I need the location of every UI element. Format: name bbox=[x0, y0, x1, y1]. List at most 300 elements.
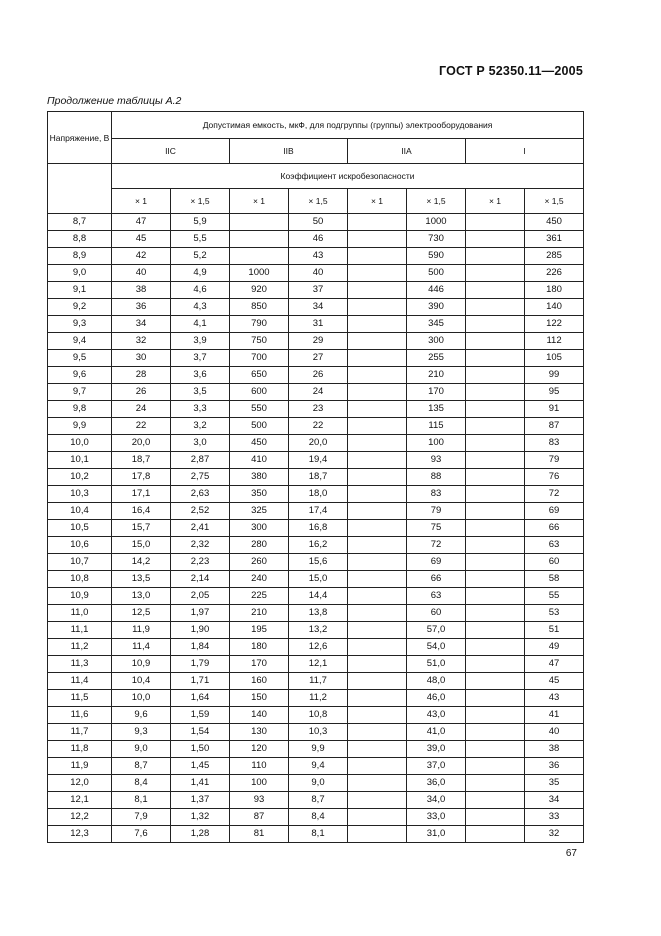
capacitance-cell bbox=[466, 265, 525, 282]
capacitance-cell: 5,2 bbox=[171, 248, 230, 265]
capacitance-cell bbox=[466, 299, 525, 316]
capacitance-cell: 4,3 bbox=[171, 299, 230, 316]
capacitance-cell: 32 bbox=[112, 333, 171, 350]
capacitance-cell bbox=[348, 622, 407, 639]
table-row bbox=[48, 622, 584, 639]
capacitance-cell: 83 bbox=[525, 435, 584, 452]
capacitance-cell: 550 bbox=[230, 401, 289, 418]
capacitance-cell: 325 bbox=[230, 503, 289, 520]
table-row bbox=[48, 214, 584, 231]
capacitance-cell: 280 bbox=[230, 537, 289, 554]
table-row bbox=[48, 333, 584, 350]
voltage-cell: 9,1 bbox=[48, 282, 112, 299]
voltage-cell: 11,5 bbox=[48, 690, 112, 707]
capacitance-cell: 1,71 bbox=[171, 673, 230, 690]
capacitance-cell: 1,32 bbox=[171, 809, 230, 826]
capacitance-cell: 300 bbox=[407, 333, 466, 350]
capacitance-cell: 110 bbox=[230, 758, 289, 775]
voltage-header: Напряжение, В bbox=[48, 112, 112, 164]
table-row bbox=[48, 469, 584, 486]
capacitance-cell: 10,4 bbox=[112, 673, 171, 690]
capacitance-cell bbox=[348, 758, 407, 775]
capacitance-cell: 450 bbox=[525, 214, 584, 231]
capacitance-cell: 255 bbox=[407, 350, 466, 367]
voltage-cell: 10,1 bbox=[48, 452, 112, 469]
capacitance-cell: 8,4 bbox=[112, 775, 171, 792]
capacitance-cell: 46,0 bbox=[407, 690, 466, 707]
capacitance-cell: 46 bbox=[289, 231, 348, 248]
standard-code: ГОСТ Р 52350.11—2005 bbox=[438, 64, 583, 78]
capacitance-cell: 17,4 bbox=[289, 503, 348, 520]
capacitance-cell: 500 bbox=[230, 418, 289, 435]
capacitance-cell bbox=[466, 282, 525, 299]
capacitance-cell: 63 bbox=[407, 588, 466, 605]
capacitance-cell bbox=[466, 231, 525, 248]
voltage-cell: 11,4 bbox=[48, 673, 112, 690]
capacitance-cell: 60 bbox=[407, 605, 466, 622]
capacitance-cell: 1000 bbox=[230, 265, 289, 282]
capacitance-cell: 20,0 bbox=[112, 435, 171, 452]
capacitance-cell: 79 bbox=[525, 452, 584, 469]
voltage-cell: 11,9 bbox=[48, 758, 112, 775]
capacitance-cell: 700 bbox=[230, 350, 289, 367]
factor-header: × 1,5 bbox=[407, 189, 466, 214]
capacitance-cell: 22 bbox=[289, 418, 348, 435]
voltage-cell: 9,9 bbox=[48, 418, 112, 435]
capacitance-cell bbox=[348, 792, 407, 809]
table-row bbox=[48, 605, 584, 622]
capacitance-cell: 18,7 bbox=[289, 469, 348, 486]
table-row bbox=[48, 503, 584, 520]
capacitance-cell bbox=[466, 588, 525, 605]
table-row bbox=[48, 639, 584, 656]
table-row bbox=[48, 435, 584, 452]
capacitance-cell: 79 bbox=[407, 503, 466, 520]
capacitance-cell: 34 bbox=[525, 792, 584, 809]
capacitance-cell: 40 bbox=[525, 724, 584, 741]
capacitance-cell: 226 bbox=[525, 265, 584, 282]
capacitance-cell: 7,6 bbox=[112, 826, 171, 843]
capacitance-cell: 2,63 bbox=[171, 486, 230, 503]
table-row bbox=[48, 282, 584, 299]
capacitance-cell: 43 bbox=[289, 248, 348, 265]
capacitance-cell: 60 bbox=[525, 554, 584, 571]
capacitance-cell bbox=[348, 826, 407, 843]
capacitance-cell: 47 bbox=[112, 214, 171, 231]
capacitance-cell bbox=[348, 299, 407, 316]
capacitance-cell bbox=[348, 316, 407, 333]
capacitance-cell: 1,41 bbox=[171, 775, 230, 792]
capacitance-cell: 920 bbox=[230, 282, 289, 299]
capacitance-cell: 13,5 bbox=[112, 571, 171, 588]
capacitance-cell: 3,0 bbox=[171, 435, 230, 452]
table-row bbox=[48, 452, 584, 469]
capacitance-cell: 240 bbox=[230, 571, 289, 588]
voltage-cell: 10,3 bbox=[48, 486, 112, 503]
table-row bbox=[48, 809, 584, 826]
capacitance-cell: 63 bbox=[525, 537, 584, 554]
capacitance-cell: 112 bbox=[525, 333, 584, 350]
capacitance-cell: 11,9 bbox=[112, 622, 171, 639]
capacitance-cell: 13,0 bbox=[112, 588, 171, 605]
table-row bbox=[48, 299, 584, 316]
capacitance-cell bbox=[230, 214, 289, 231]
capacitance-cell: 43,0 bbox=[407, 707, 466, 724]
voltage-header-blank bbox=[48, 164, 112, 214]
capacitance-cell: 1,59 bbox=[171, 707, 230, 724]
capacitance-cell: 2,52 bbox=[171, 503, 230, 520]
capacitance-cell: 105 bbox=[525, 350, 584, 367]
capacitance-cell: 11,2 bbox=[289, 690, 348, 707]
table-row bbox=[48, 401, 584, 418]
capacitance-cell: 1,28 bbox=[171, 826, 230, 843]
capacitance-cell: 100 bbox=[230, 775, 289, 792]
capacitance-cell: 24 bbox=[289, 384, 348, 401]
capacitance-cell: 29 bbox=[289, 333, 348, 350]
capacitance-cell: 40 bbox=[112, 265, 171, 282]
table-caption: Продолжение таблицы А.2 bbox=[47, 95, 182, 107]
capacitance-cell: 58 bbox=[525, 571, 584, 588]
capacitance-cell bbox=[348, 435, 407, 452]
capacitance-cell: 500 bbox=[407, 265, 466, 282]
capacitance-cell: 5,5 bbox=[171, 231, 230, 248]
capacitance-cell: 53 bbox=[525, 605, 584, 622]
table-row bbox=[48, 486, 584, 503]
capacitance-cell: 600 bbox=[230, 384, 289, 401]
capacitance-cell: 180 bbox=[230, 639, 289, 656]
capacitance-cell: 380 bbox=[230, 469, 289, 486]
capacitance-cell bbox=[348, 639, 407, 656]
capacitance-cell: 7,9 bbox=[112, 809, 171, 826]
capacitance-cell: 75 bbox=[407, 520, 466, 537]
capacitance-cell: 1,90 bbox=[171, 622, 230, 639]
capacitance-cell: 1,54 bbox=[171, 724, 230, 741]
factor-header: × 1,5 bbox=[289, 189, 348, 214]
voltage-cell: 8,7 bbox=[48, 214, 112, 231]
voltage-cell: 9,8 bbox=[48, 401, 112, 418]
capacitance-cell bbox=[348, 333, 407, 350]
capacitance-cell: 2,05 bbox=[171, 588, 230, 605]
capacitance-cell: 66 bbox=[407, 571, 466, 588]
capacitance-cell: 8,7 bbox=[289, 792, 348, 809]
capacitance-cell: 95 bbox=[525, 384, 584, 401]
factor-header: × 1 bbox=[112, 189, 171, 214]
capacitance-cell bbox=[348, 520, 407, 537]
voltage-cell: 11,7 bbox=[48, 724, 112, 741]
capacitance-cell: 4,6 bbox=[171, 282, 230, 299]
capacitance-cell: 450 bbox=[230, 435, 289, 452]
capacitance-cell: 115 bbox=[407, 418, 466, 435]
capacitance-cell: 13,2 bbox=[289, 622, 348, 639]
capacitance-cell: 1000 bbox=[407, 214, 466, 231]
table-row bbox=[48, 741, 584, 758]
capacitance-cell: 8,1 bbox=[289, 826, 348, 843]
capacitance-cell: 11,4 bbox=[112, 639, 171, 656]
capacitance-cell: 57,0 bbox=[407, 622, 466, 639]
table-row bbox=[48, 554, 584, 571]
factor-header: × 1 bbox=[230, 189, 289, 214]
capacitance-cell: 790 bbox=[230, 316, 289, 333]
capacitance-cell: 38 bbox=[525, 741, 584, 758]
table-row bbox=[48, 418, 584, 435]
capacitance-cell bbox=[466, 214, 525, 231]
capacitance-cell: 390 bbox=[407, 299, 466, 316]
capacitance-cell: 33,0 bbox=[407, 809, 466, 826]
capacitance-cell bbox=[348, 248, 407, 265]
capacitance-cell: 13,8 bbox=[289, 605, 348, 622]
capacitance-cell: 1,45 bbox=[171, 758, 230, 775]
capacitance-cell bbox=[230, 231, 289, 248]
capacitance-cell bbox=[466, 605, 525, 622]
table-row bbox=[48, 588, 584, 605]
capacitance-cell: 26 bbox=[112, 384, 171, 401]
capacitance-cell bbox=[348, 401, 407, 418]
capacitance-cell bbox=[466, 656, 525, 673]
capacitance-cell: 50 bbox=[289, 214, 348, 231]
table-row bbox=[48, 384, 584, 401]
capacitance-cell: 45 bbox=[112, 231, 171, 248]
capacitance-cell: 8,1 bbox=[112, 792, 171, 809]
capacitance-cell bbox=[466, 452, 525, 469]
capacitance-cell: 10,0 bbox=[112, 690, 171, 707]
capacitance-cell bbox=[348, 265, 407, 282]
capacitance-cell bbox=[466, 741, 525, 758]
capacitance-cell bbox=[348, 605, 407, 622]
capacitance-cell: 9,9 bbox=[289, 741, 348, 758]
capacitance-cell: 1,97 bbox=[171, 605, 230, 622]
group-header: IIC bbox=[112, 139, 230, 164]
table-header bbox=[48, 112, 584, 214]
table-row bbox=[48, 367, 584, 384]
capacitance-cell: 15,7 bbox=[112, 520, 171, 537]
voltage-cell: 12,1 bbox=[48, 792, 112, 809]
capacitance-cell bbox=[466, 503, 525, 520]
capacitance-cell bbox=[348, 214, 407, 231]
capacitance-cell: 41 bbox=[525, 707, 584, 724]
capacitance-cell: 5,9 bbox=[171, 214, 230, 231]
voltage-cell: 12,3 bbox=[48, 826, 112, 843]
capacitance-cell: 3,5 bbox=[171, 384, 230, 401]
capacitance-cell: 36,0 bbox=[407, 775, 466, 792]
capacitance-cell bbox=[466, 639, 525, 656]
capacitance-cell: 100 bbox=[407, 435, 466, 452]
capacitance-cell bbox=[466, 571, 525, 588]
capacitance-cell bbox=[466, 418, 525, 435]
voltage-cell: 11,0 bbox=[48, 605, 112, 622]
capacitance-cell bbox=[230, 248, 289, 265]
voltage-cell: 11,2 bbox=[48, 639, 112, 656]
capacitance-cell: 87 bbox=[525, 418, 584, 435]
capacitance-cell: 34 bbox=[112, 316, 171, 333]
capacitance-cell bbox=[466, 248, 525, 265]
capacitance-cell bbox=[348, 656, 407, 673]
capacitance-cell: 34,0 bbox=[407, 792, 466, 809]
capacitance-cell bbox=[348, 384, 407, 401]
capacitance-header: Допустимая емкость, мкФ, для подгруппы (группы) электрооборудования bbox=[112, 112, 584, 139]
capacitance-cell: 9,6 bbox=[112, 707, 171, 724]
capacitance-cell: 23 bbox=[289, 401, 348, 418]
capacitance-cell: 9,3 bbox=[112, 724, 171, 741]
capacitance-cell: 446 bbox=[407, 282, 466, 299]
voltage-cell: 8,9 bbox=[48, 248, 112, 265]
capacitance-cell: 730 bbox=[407, 231, 466, 248]
capacitance-cell bbox=[348, 690, 407, 707]
safety-factor-header: Коэффициент искробезопасности bbox=[112, 164, 584, 189]
capacitance-cell: 17,8 bbox=[112, 469, 171, 486]
capacitance-cell: 1,79 bbox=[171, 656, 230, 673]
table-row bbox=[48, 350, 584, 367]
capacitance-cell: 55 bbox=[525, 588, 584, 605]
capacitance-cell bbox=[466, 520, 525, 537]
capacitance-cell: 1,84 bbox=[171, 639, 230, 656]
capacitance-cell: 20,0 bbox=[289, 435, 348, 452]
capacitance-cell: 10,9 bbox=[112, 656, 171, 673]
voltage-cell: 9,5 bbox=[48, 350, 112, 367]
capacitance-cell: 15,0 bbox=[112, 537, 171, 554]
capacitance-cell: 150 bbox=[230, 690, 289, 707]
capacitance-cell: 19,4 bbox=[289, 452, 348, 469]
table-row bbox=[48, 792, 584, 809]
capacitance-cell: 1,64 bbox=[171, 690, 230, 707]
capacitance-cell bbox=[348, 673, 407, 690]
voltage-cell: 12,2 bbox=[48, 809, 112, 826]
capacitance-cell: 15,6 bbox=[289, 554, 348, 571]
capacitance-cell: 2,75 bbox=[171, 469, 230, 486]
voltage-cell: 9,6 bbox=[48, 367, 112, 384]
voltage-cell: 11,8 bbox=[48, 741, 112, 758]
capacitance-cell: 93 bbox=[407, 452, 466, 469]
voltage-cell: 8,8 bbox=[48, 231, 112, 248]
capacitance-cell: 22 bbox=[112, 418, 171, 435]
capacitance-cell bbox=[466, 435, 525, 452]
table-row bbox=[48, 520, 584, 537]
voltage-cell: 9,4 bbox=[48, 333, 112, 350]
capacitance-cell: 2,23 bbox=[171, 554, 230, 571]
capacitance-cell bbox=[466, 826, 525, 843]
capacitance-cell bbox=[348, 707, 407, 724]
capacitance-table bbox=[47, 111, 584, 843]
capacitance-cell bbox=[348, 282, 407, 299]
voltage-cell: 11,1 bbox=[48, 622, 112, 639]
voltage-cell: 9,0 bbox=[48, 265, 112, 282]
capacitance-cell bbox=[348, 452, 407, 469]
capacitance-cell bbox=[348, 554, 407, 571]
capacitance-cell: 66 bbox=[525, 520, 584, 537]
table-row bbox=[48, 724, 584, 741]
capacitance-cell: 122 bbox=[525, 316, 584, 333]
capacitance-cell: 83 bbox=[407, 486, 466, 503]
capacitance-cell: 91 bbox=[525, 401, 584, 418]
capacitance-cell: 3,9 bbox=[171, 333, 230, 350]
capacitance-cell bbox=[348, 350, 407, 367]
capacitance-cell: 2,87 bbox=[171, 452, 230, 469]
capacitance-cell: 10,3 bbox=[289, 724, 348, 741]
capacitance-cell: 18,0 bbox=[289, 486, 348, 503]
capacitance-cell bbox=[466, 401, 525, 418]
capacitance-cell: 2,32 bbox=[171, 537, 230, 554]
capacitance-cell: 76 bbox=[525, 469, 584, 486]
capacitance-cell: 300 bbox=[230, 520, 289, 537]
capacitance-cell bbox=[466, 316, 525, 333]
capacitance-cell: 30 bbox=[112, 350, 171, 367]
capacitance-cell: 11,7 bbox=[289, 673, 348, 690]
group-header: IIB bbox=[230, 139, 348, 164]
factor-header: × 1 bbox=[466, 189, 525, 214]
capacitance-cell bbox=[348, 231, 407, 248]
table-row bbox=[48, 265, 584, 282]
capacitance-cell bbox=[348, 503, 407, 520]
voltage-cell: 10,7 bbox=[48, 554, 112, 571]
capacitance-cell: 1,50 bbox=[171, 741, 230, 758]
table-row bbox=[48, 690, 584, 707]
voltage-cell: 10,2 bbox=[48, 469, 112, 486]
capacitance-cell bbox=[466, 333, 525, 350]
capacitance-cell: 28 bbox=[112, 367, 171, 384]
voltage-cell: 10,0 bbox=[48, 435, 112, 452]
capacitance-cell bbox=[466, 724, 525, 741]
group-header: IIA bbox=[348, 139, 466, 164]
table-row bbox=[48, 826, 584, 843]
capacitance-cell bbox=[348, 724, 407, 741]
capacitance-cell: 120 bbox=[230, 741, 289, 758]
capacitance-cell: 34 bbox=[289, 299, 348, 316]
capacitance-cell: 45 bbox=[525, 673, 584, 690]
capacitance-cell: 93 bbox=[230, 792, 289, 809]
factor-header: × 1,5 bbox=[525, 189, 584, 214]
capacitance-cell: 170 bbox=[230, 656, 289, 673]
capacitance-cell bbox=[466, 809, 525, 826]
capacitance-cell: 36 bbox=[112, 299, 171, 316]
capacitance-cell: 32 bbox=[525, 826, 584, 843]
voltage-cell: 9,2 bbox=[48, 299, 112, 316]
capacitance-cell bbox=[466, 469, 525, 486]
capacitance-cell: 750 bbox=[230, 333, 289, 350]
capacitance-cell: 16,2 bbox=[289, 537, 348, 554]
capacitance-cell: 54,0 bbox=[407, 639, 466, 656]
capacitance-cell: 12,6 bbox=[289, 639, 348, 656]
capacitance-cell: 8,4 bbox=[289, 809, 348, 826]
capacitance-cell: 24 bbox=[112, 401, 171, 418]
capacitance-cell: 15,0 bbox=[289, 571, 348, 588]
capacitance-cell: 3,7 bbox=[171, 350, 230, 367]
capacitance-cell: 850 bbox=[230, 299, 289, 316]
capacitance-cell: 3,2 bbox=[171, 418, 230, 435]
capacitance-cell: 37,0 bbox=[407, 758, 466, 775]
capacitance-cell: 33 bbox=[525, 809, 584, 826]
capacitance-cell: 42 bbox=[112, 248, 171, 265]
capacitance-cell: 69 bbox=[407, 554, 466, 571]
capacitance-cell bbox=[466, 690, 525, 707]
table-row bbox=[48, 656, 584, 673]
capacitance-cell: 210 bbox=[407, 367, 466, 384]
capacitance-cell: 38 bbox=[112, 282, 171, 299]
capacitance-cell: 17,1 bbox=[112, 486, 171, 503]
capacitance-cell bbox=[466, 367, 525, 384]
factor-header: × 1 bbox=[348, 189, 407, 214]
capacitance-cell: 87 bbox=[230, 809, 289, 826]
voltage-cell: 9,7 bbox=[48, 384, 112, 401]
table-row bbox=[48, 673, 584, 690]
capacitance-cell: 72 bbox=[525, 486, 584, 503]
table-row bbox=[48, 248, 584, 265]
capacitance-cell: 39,0 bbox=[407, 741, 466, 758]
capacitance-cell: 170 bbox=[407, 384, 466, 401]
voltage-cell: 10,9 bbox=[48, 588, 112, 605]
capacitance-cell bbox=[466, 758, 525, 775]
capacitance-cell: 2,14 bbox=[171, 571, 230, 588]
table-row bbox=[48, 231, 584, 248]
capacitance-cell bbox=[348, 469, 407, 486]
